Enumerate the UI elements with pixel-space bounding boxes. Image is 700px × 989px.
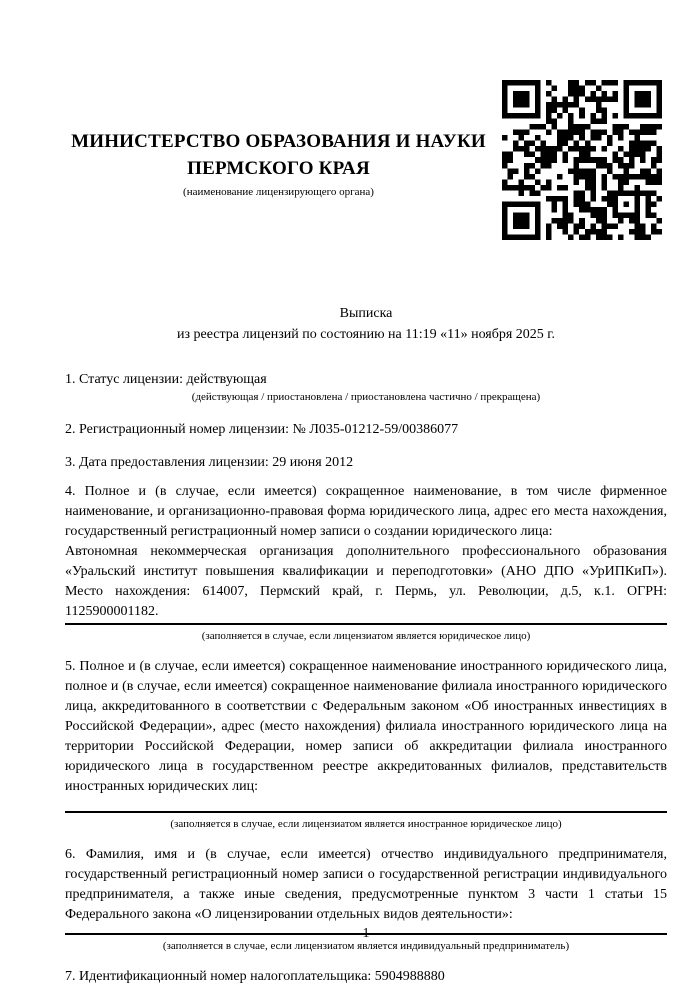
horizontal-rule: [65, 811, 667, 813]
item-foreign-entity: [65, 657, 667, 831]
item-text: 6. Фамилия, имя и (в случае, если имеется) отчество индивидуального предпринимателя, государственный регистрационный номер записи о государственной регистрации индивидуального предпринимателя, а также иные сведения, предусмотренные пунктом 3 части 1 статьи 15 Федерального закона «О лицензировании отдельных видов деятельности»:: [65, 847, 667, 922]
item-registration-number: [65, 420, 667, 440]
item-text: 7. Идентификационный номер налогоплательщика: 5904988880: [65, 969, 445, 984]
item-license-date: [65, 453, 667, 473]
licensing-authority-block: [65, 128, 492, 199]
document-body: [65, 370, 667, 987]
item-taxpayer-number: [65, 967, 667, 987]
qr-code-icon: [502, 79, 662, 241]
item-text: 1. Статус лицензии: действующая: [65, 372, 267, 387]
qr-code-svg: [502, 79, 662, 241]
document-title: Выписка: [339, 306, 393, 321]
item-license-status: [65, 370, 667, 404]
ministry-caption: (наименование лицензирующего органа): [183, 186, 374, 198]
item-text: 5. Полное и (в случае, если имеется) сокращенное наименование иностранного юридического лица, полное и (в случае, если имеется) сокращенное наименование филиала иностранного юридического лица, аккредитованного в соответствии с Федеральным законом «Об иностранных инвестициях в Российской Федерации», адрес (место нахождения) филиала иностранного юридического лица на территории Российской Федерации, номер записи об аккредитации филиала иностранного юридического лица в государственном реестре аккредитованных филиалов, представительств иностранных юридических лиц:: [65, 659, 667, 794]
ministry-name-line2: ПЕРМСКОГО КРАЯ: [187, 158, 370, 179]
item-caption: (заполняется в случае, если лицензиатом является иностранное юридическое лицо): [170, 818, 562, 830]
page-number: 1: [362, 926, 370, 941]
item-text: 4. Полное и (в случае, если имеется) сокращенное наименование, в том числе фирменное наименование, и организационно-правовая форма юридического лица, адрес его места нахождения, государственный регистрационный номер записи о создании юридического лица:: [65, 484, 667, 539]
ministry-name-line1: МИНИСТЕРСТВО ОБРАЗОВАНИЯ И НАУКИ: [71, 131, 486, 152]
item-legal-entity: [65, 482, 667, 643]
document-subtitle: из реестра лицензий по состоянию на 11:19 «11» ноября 2025 г.: [177, 327, 555, 342]
horizontal-rule: [65, 623, 667, 625]
item-caption: (заполняется в случае, если лицензиатом является юридическое лицо): [201, 630, 531, 642]
item-text: 3. Дата предоставления лицензии: 29 июня 2012: [65, 455, 354, 470]
item-value: Автономная некоммерческая организация дополнительного профессионального образования «Уральский институт повышения квалификации и переподготовки» (АНО ДПО «УрИПКиП»). Место нахождения: 614007, Пермский край, г. Пермь, ул. Революции, д.5, к.1. ОГРН: 1125900001182.: [65, 544, 667, 619]
document-title-block: [65, 303, 667, 345]
item-text: 2. Регистрационный номер лицензии: № Л035-01212-59/00386077: [65, 422, 459, 437]
item-caption: (заполняется в случае, если лицензиатом является индивидуальный предприниматель): [162, 940, 570, 952]
item-caption: (действующая / приостановлена / приостановлена частично / прекращена): [191, 391, 541, 403]
